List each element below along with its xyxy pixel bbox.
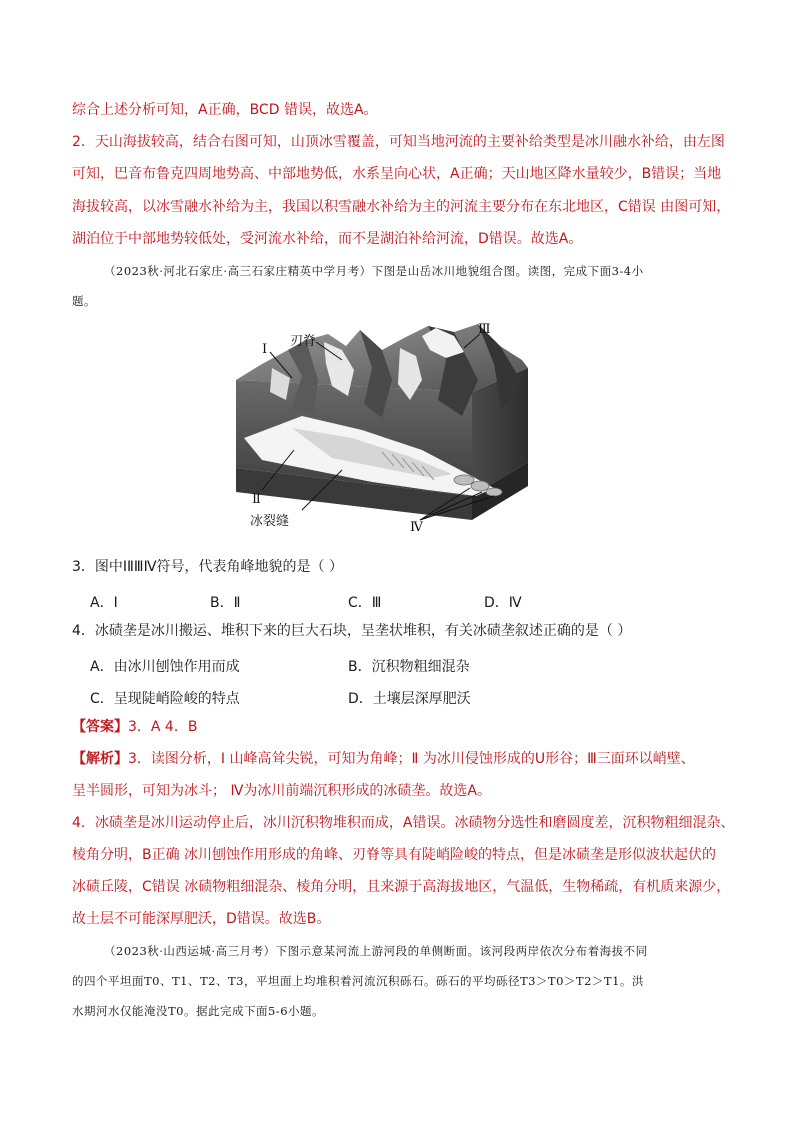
analysis-q2-line-4: 湖泊位于中部地势较低处，受河流水补给，而不是湖泊补给河流，D错误。故选A。 xyxy=(72,231,583,247)
analysis-line-1 xyxy=(72,752,722,766)
question-intro-line-2: 题。 xyxy=(72,294,96,308)
analysis-q3-line-2: 呈半圆形，可知为冰斗； Ⅳ为冰川前端沉积形成的冰碛垄。故选A。 xyxy=(72,783,491,799)
figure-label-iv: Ⅳ xyxy=(410,520,423,535)
q4-option-c[interactable]: C．呈现陡峭险峻的特点 xyxy=(90,691,240,707)
answer-tag: 【答案】 xyxy=(72,719,128,735)
analysis-q2-line-1: 2．天山海拔较高，结合右图可知，山顶冰雪覆盖，可知当地河流的主要补给类型是冰川融水补给，由左图 xyxy=(72,134,725,150)
analysis-q2-line-3: 海拔较高，以冰雪融水补给为主，我国以积雪融水补给为主的河流主要分布在东北地区，C错误 由图可知， xyxy=(72,199,731,215)
q3-option-a[interactable]: A．Ⅰ xyxy=(90,595,118,611)
question-intro-2-line-2: 的四个平坦面T0、T1、T2、T3，平坦面上均堆积着河流沉积砾石。砾石的平均砾径T3＞T0＞T2＞T1。洪 xyxy=(72,974,644,988)
question-3-stem: 3．图中ⅠⅡⅢⅣ符号，代表角峰地貌的是（ ） xyxy=(72,559,343,575)
analysis-conclusion-line: 综合上述分析可知，A正确，BCD 错误，故选A。 xyxy=(72,102,378,118)
figure-label-i: Ⅰ xyxy=(262,342,268,357)
question-intro-2-line-1: （2023秋·山西运城·高三月考）下图示意某河流上游河段的单侧断面。该河段两岸依次分布着海拔不同 xyxy=(104,944,648,958)
figure-label-crevasse: 冰裂缝 xyxy=(250,514,290,529)
q3-option-d[interactable]: D．Ⅳ xyxy=(484,595,522,611)
question-intro-2-line-3: 水期河水仅能淹没T0。据此完成下面5-6小题。 xyxy=(72,1004,325,1018)
q3-option-b[interactable]: B．Ⅱ xyxy=(210,595,241,611)
analysis-q4-line-1: 4．冰碛垄是冰川运动停止后，冰川沉积物堆积而成，A错误。冰碛物分选性和磨圆度差，沉积物粗细混杂、 xyxy=(72,815,735,831)
figure-label-ridge: 刃脊 xyxy=(290,334,317,349)
answer-line xyxy=(72,720,722,734)
analysis-q4-line-2: 棱角分明，B正确 冰川刨蚀作用形成的角峰、刃脊等具有陡峭险峻的特点，但是冰碛垄是形似波状起伏的 xyxy=(72,847,717,863)
analysis-tag: 【解析】 xyxy=(72,751,128,767)
analysis-q4-line-4: 故土层不可能深厚肥沃，D错误。故选B。 xyxy=(72,911,331,927)
q4-option-a[interactable]: A．由冰川刨蚀作用而成 xyxy=(90,659,240,675)
analysis-q4-line-3: 冰碛丘陵，C错误 冰碛物粗细混杂、棱角分明，且来源于高海拔地区，气温低，生物稀疏，有机质来源少， xyxy=(72,879,731,895)
q4-option-b[interactable]: B．沉积物粗细混杂 xyxy=(348,659,470,675)
analysis-q3-line-1: 3．读图分析，Ⅰ 山峰高耸尖锐，可知为角峰；Ⅱ 为冰川侵蚀形成的U形谷；Ⅲ三面环以峭壁、 xyxy=(128,751,695,767)
q4-option-d[interactable]: D．土壤层深厚肥沃 xyxy=(348,691,471,707)
analysis-q2-line-2: 可知，巴音布鲁克四周地势高、中部地势低，水系呈向心状，A正确；天山地区降水量较少，B错误；当地 xyxy=(72,166,722,182)
question-4-stem: 4．冰碛垄是冰川搬运、堆积下来的巨大石块，呈垄状堆积，有关冰碛垄叙述正确的是（ ） xyxy=(72,623,632,639)
question-intro-line-1: （2023秋·河北石家庄·高三石家庄精英中学月考）下图是山岳冰川地貌组合图。读图，完成下面3-4小 xyxy=(104,264,644,278)
glacier-block-diagram xyxy=(232,320,544,540)
figure-label-iii: Ⅲ xyxy=(478,322,491,337)
glacier-landform-figure xyxy=(232,320,544,540)
answer-text: 3．A 4．B xyxy=(128,719,198,735)
q3-option-c[interactable]: C．Ⅲ xyxy=(348,595,382,611)
figure-label-ii: Ⅱ xyxy=(252,492,261,507)
